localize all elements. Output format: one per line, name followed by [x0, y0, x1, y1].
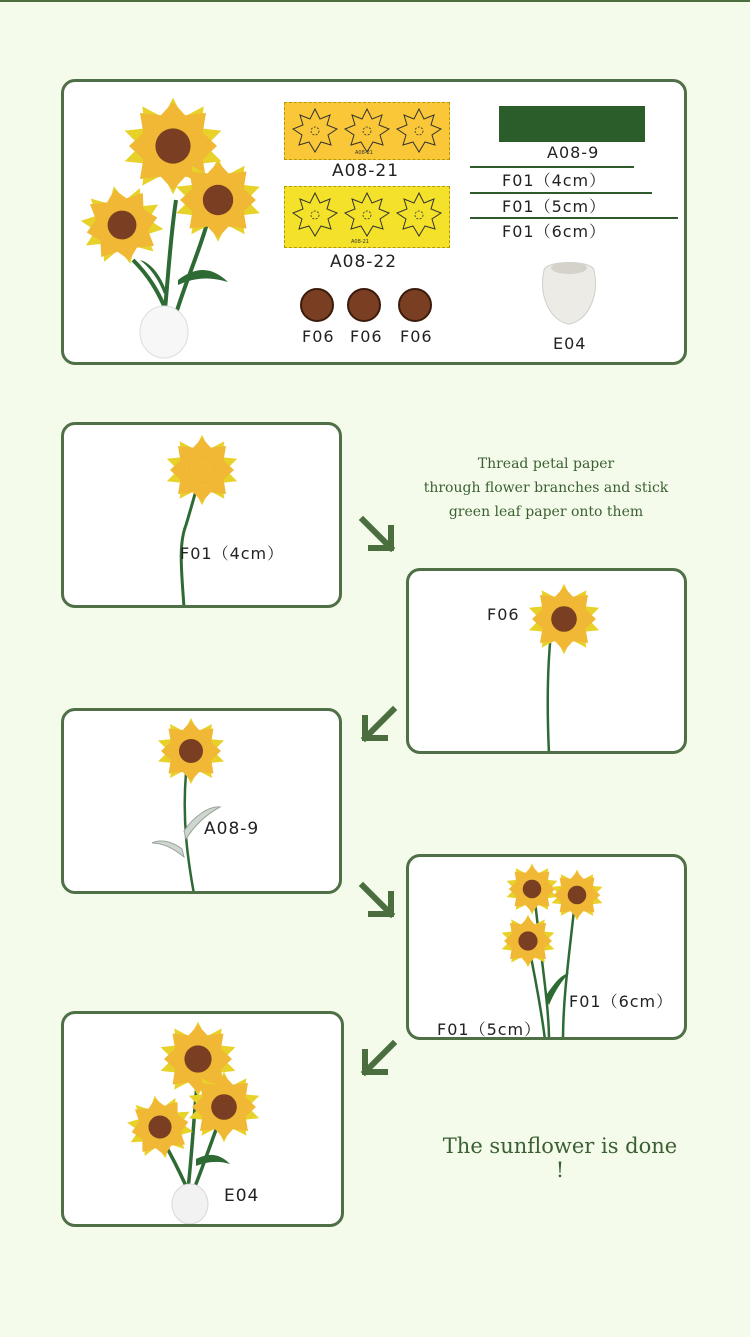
center-circle-2 — [347, 288, 381, 322]
center-circle-1 — [300, 288, 334, 322]
arrow-down-right-icon-1 — [357, 514, 399, 556]
step-4-card — [406, 854, 687, 1040]
step-4-label-b: F01（5cm） — [437, 1020, 542, 1039]
step-2-image — [409, 571, 687, 754]
instruction-line-1: Thread petal paper — [477, 456, 615, 472]
step-5-image — [64, 1014, 344, 1227]
done-message: The sunflower is done ! — [442, 1134, 678, 1182]
step-5-label: E04 — [224, 1186, 260, 1206]
label-f06-1: F06 — [302, 327, 335, 346]
step-1-label: F01（4cm） — [180, 544, 285, 563]
label-a0821: A08-21 — [332, 161, 400, 181]
finished-sunflower-image — [78, 90, 278, 360]
label-f06-2: F06 — [350, 327, 383, 346]
petal-strip-a0821 — [284, 102, 450, 160]
label-f01-5cm: F01（5cm） — [502, 197, 607, 216]
label-f01-6cm: F01（6cm） — [502, 222, 607, 241]
step-4-image — [409, 857, 687, 1040]
vase-image — [534, 258, 604, 328]
step-3-label: A08-9 — [204, 819, 260, 839]
step-2-card — [406, 568, 687, 754]
green-leaf-paper — [499, 106, 645, 142]
strip-small-label-b: A08-21 — [351, 239, 369, 245]
label-e04: E04 — [553, 334, 587, 353]
strip-small-label-a: A08-21 — [355, 150, 373, 156]
label-a089: A08-9 — [547, 143, 600, 162]
label-f01-4cm: F01（4cm） — [502, 171, 607, 190]
arrow-down-right-icon-2 — [357, 880, 399, 922]
step-3-image — [64, 711, 342, 894]
instruction-line-2: through flower branches and stick — [423, 480, 669, 496]
step-5-card — [61, 1011, 344, 1227]
step-3-card — [61, 708, 342, 894]
step-1-card — [61, 422, 342, 608]
arrow-down-left-icon-1 — [357, 704, 399, 746]
step-1-image — [64, 425, 342, 608]
center-circle-3 — [398, 288, 432, 322]
step-2-label: F06 — [487, 605, 520, 624]
petal-strip-a0822 — [284, 186, 450, 248]
materials-card — [61, 79, 687, 365]
label-f06-3: F06 — [400, 327, 433, 346]
instruction-text — [420, 452, 672, 524]
top-divider — [0, 0, 750, 2]
label-a0822: A08-22 — [330, 252, 398, 272]
arrow-down-left-icon-2 — [357, 1038, 399, 1080]
step-4-label-a: F01（6cm） — [569, 992, 674, 1011]
instruction-line-3: green leaf paper onto them — [448, 504, 644, 520]
